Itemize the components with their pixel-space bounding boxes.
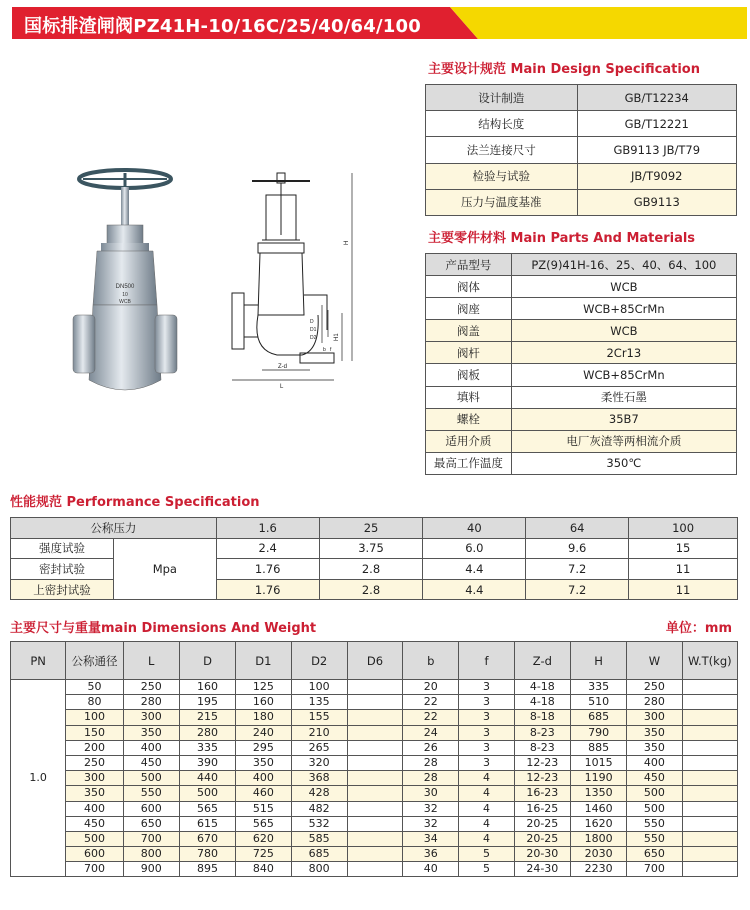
dims-cell: 700 [627, 862, 682, 877]
dims-cell: 400 [123, 740, 179, 755]
dims-cell: 532 [291, 816, 347, 831]
perf-cell: 9.6 [526, 538, 629, 559]
dims-cell: 180 [236, 710, 291, 725]
dims-cell: 280 [627, 695, 682, 710]
perf-cell: 1.76 [216, 579, 319, 600]
perf-cell: 7.2 [526, 559, 629, 580]
dims-header-cell: D6 [347, 642, 402, 680]
dims-cell: 5 [459, 862, 514, 877]
table-row [426, 189, 737, 215]
parts-value: 35B7 [511, 408, 736, 430]
table-row [11, 771, 738, 786]
dims-cell [347, 831, 402, 846]
dims-cell: 12-23 [514, 771, 570, 786]
dims-cell: 1015 [570, 755, 626, 770]
dims-cell: 350 [236, 755, 291, 770]
dims-cell: 20-25 [514, 816, 570, 831]
perf-row-label: 上密封试验 [11, 579, 114, 600]
design-key: 检验与试验 [426, 163, 578, 189]
dims-cell [682, 847, 737, 862]
design-value: GB/T12234 [577, 85, 737, 111]
dims-cell: 34 [403, 831, 459, 846]
photo-mark-dn: DN500 [115, 284, 135, 290]
dims-cell: 500 [179, 786, 235, 801]
perf-title: 性能规范 Performance Specification [10, 495, 260, 510]
table-row [11, 847, 738, 862]
dims-cell: 500 [123, 771, 179, 786]
dims-cell: 450 [66, 816, 123, 831]
dims-cell: 4 [459, 801, 514, 816]
parts-value: WCB [511, 320, 736, 342]
dims-cell: 550 [123, 786, 179, 801]
perf-cell: 7.2 [526, 579, 629, 600]
valve-technical-drawing [222, 165, 370, 390]
dims-cell: 400 [627, 755, 682, 770]
dims-cell: 350 [627, 740, 682, 755]
dims-cell: 428 [291, 786, 347, 801]
parts-key: 填料 [426, 386, 512, 408]
dims-cell: 350 [123, 725, 179, 740]
dims-cell: 895 [179, 862, 235, 877]
dims-cell: 615 [179, 816, 235, 831]
dims-pn-cell: 1.0 [11, 680, 66, 877]
parts-value: WCB+85CrMn [511, 364, 736, 386]
dims-cell: 36 [403, 847, 459, 862]
dims-cell: 335 [570, 680, 626, 695]
dims-cell: 3 [459, 695, 514, 710]
dims-cell: 450 [123, 755, 179, 770]
dims-cell: 4 [459, 816, 514, 831]
dims-cell [347, 725, 402, 740]
drawing-label-h1: H1 [334, 333, 340, 341]
dims-cell: 4 [459, 771, 514, 786]
drawing-label-f: f [330, 347, 332, 353]
dims-cell: 30 [403, 786, 459, 801]
dims-cell: 565 [179, 801, 235, 816]
dims-cell: 8-18 [514, 710, 570, 725]
dims-cell: 482 [291, 801, 347, 816]
perf-cell: 15 [629, 538, 738, 559]
drawing-label-d1: D1 [310, 327, 317, 333]
dims-cell: 160 [236, 695, 291, 710]
dims-cell: 800 [123, 847, 179, 862]
dims-body [11, 680, 738, 877]
dims-cell: 100 [66, 710, 123, 725]
parts-value: WCB+85CrMn [511, 298, 736, 320]
dims-header-cell: L [123, 642, 179, 680]
perf-cell: 2.8 [319, 579, 423, 600]
perf-header-cell: 64 [526, 518, 629, 539]
dims-cell [682, 831, 737, 846]
dims-cell: 250 [123, 680, 179, 695]
photo-mark-pn: 10 [122, 292, 128, 298]
table-row [426, 386, 737, 408]
dims-cell [682, 786, 737, 801]
design-spec-table [425, 84, 737, 216]
drawing-label-l: L [280, 384, 284, 390]
parts-value: 2Cr13 [511, 342, 736, 364]
dims-cell: 1460 [570, 801, 626, 816]
table-row [11, 740, 738, 755]
dims-cell: 125 [236, 680, 291, 695]
perf-cell: 2.8 [319, 559, 423, 580]
dims-cell: 280 [179, 725, 235, 740]
table-row [11, 816, 738, 831]
perf-header-cell: 100 [629, 518, 738, 539]
table-header-row [11, 642, 738, 680]
dims-cell: 800 [291, 862, 347, 877]
parts-key: 阀体 [426, 276, 512, 298]
dims-header-cell: W.T(kg) [682, 642, 737, 680]
dims-cell: 12-23 [514, 755, 570, 770]
table-row [426, 163, 737, 189]
dims-cell: 22 [403, 710, 459, 725]
table-row [426, 254, 737, 276]
design-value: GB9113 [577, 189, 737, 215]
dims-cell: 28 [403, 755, 459, 770]
dims-cell: 670 [179, 831, 235, 846]
design-key: 结构长度 [426, 111, 578, 137]
table-row [426, 137, 737, 163]
dims-cell: 450 [627, 771, 682, 786]
dims-cell: 280 [123, 695, 179, 710]
table-row [11, 695, 738, 710]
design-key: 设计制造 [426, 85, 578, 111]
dims-cell: 295 [236, 740, 291, 755]
design-spec-title: 主要设计规范 Main Design Specification [428, 62, 700, 77]
dims-cell: 350 [627, 725, 682, 740]
perf-cell: 11 [629, 559, 738, 580]
dims-cell: 135 [291, 695, 347, 710]
dims-cell: 350 [66, 786, 123, 801]
page-title: 国标排渣闸阀PZ41H-10/16C/25/40/64/100 [24, 16, 421, 37]
dims-cell: 4 [459, 786, 514, 801]
perf-header-cell: 1.6 [216, 518, 319, 539]
dims-cell: 790 [570, 725, 626, 740]
table-row [11, 538, 738, 559]
dims-cell: 3 [459, 725, 514, 740]
design-value: GB/T12221 [577, 111, 737, 137]
dims-cell [347, 862, 402, 877]
drawing-label-d: D [310, 319, 314, 325]
dims-cell [682, 725, 737, 740]
dims-header-cell: D1 [236, 642, 291, 680]
dims-header-cell: H [570, 642, 626, 680]
perf-header-cell: 25 [319, 518, 423, 539]
dims-cell: 16-25 [514, 801, 570, 816]
dims-cell: 40 [403, 862, 459, 877]
design-value: JB/T9092 [577, 163, 737, 189]
table-row [11, 725, 738, 740]
dims-header-cell: 公称通径 [66, 642, 123, 680]
parts-table [425, 253, 737, 475]
parts-key: 阀座 [426, 298, 512, 320]
table-row [426, 111, 737, 137]
dims-cell: 600 [123, 801, 179, 816]
dims-cell [347, 847, 402, 862]
table-row [11, 831, 738, 846]
dims-cell: 5 [459, 847, 514, 862]
dims-cell: 20-30 [514, 847, 570, 862]
dims-cell: 100 [291, 680, 347, 695]
dims-cell: 885 [570, 740, 626, 755]
dims-cell: 600 [66, 847, 123, 862]
table-row [426, 342, 737, 364]
dims-cell: 150 [66, 725, 123, 740]
table-row [11, 862, 738, 877]
dims-cell: 685 [570, 710, 626, 725]
photo-mark-mat: WCB [119, 299, 131, 305]
perf-cell: 6.0 [423, 538, 526, 559]
dims-cell: 700 [123, 831, 179, 846]
dims-cell: 500 [66, 831, 123, 846]
dims-cell [682, 710, 737, 725]
parts-key: 产品型号 [426, 254, 512, 276]
dims-header-cell: D [179, 642, 235, 680]
dims-cell: 550 [627, 831, 682, 846]
dims-cell: 80 [66, 695, 123, 710]
dims-cell: 1800 [570, 831, 626, 846]
dims-cell: 500 [627, 786, 682, 801]
perf-cell: 11 [629, 579, 738, 600]
perf-row-label: 密封试验 [11, 559, 114, 580]
dims-cell: 3 [459, 710, 514, 725]
dims-header-cell: W [627, 642, 682, 680]
dims-cell: 300 [66, 771, 123, 786]
perf-cell: 2.4 [216, 538, 319, 559]
table-row [426, 276, 737, 298]
drawing-label-h: H [344, 240, 350, 245]
dims-cell: 8-23 [514, 740, 570, 755]
design-key: 法兰连接尺寸 [426, 137, 578, 163]
dims-cell [347, 786, 402, 801]
parts-key: 螺栓 [426, 408, 512, 430]
parts-key: 适用介质 [426, 430, 512, 452]
dims-cell [347, 771, 402, 786]
dims-cell: 460 [236, 786, 291, 801]
dims-cell: 650 [123, 816, 179, 831]
dims-cell: 400 [66, 801, 123, 816]
dims-title: 主要尺寸与重量main Dimensions And Weight [10, 621, 317, 636]
table-row [426, 452, 737, 474]
drawing-label-d2: D2 [310, 335, 317, 341]
dims-cell: 200 [66, 740, 123, 755]
drawing-label-zd: Z-d [278, 364, 287, 370]
dims-cell [347, 680, 402, 695]
dims-cell: 210 [291, 725, 347, 740]
dims-cell: 500 [627, 801, 682, 816]
parts-value: 柔性石墨 [511, 386, 736, 408]
dims-cell: 20-25 [514, 831, 570, 846]
dims-cell: 215 [179, 710, 235, 725]
dims-cell [347, 816, 402, 831]
perf-cell: 4.4 [423, 559, 526, 580]
dims-cell [682, 801, 737, 816]
dims-header-cell: f [459, 642, 514, 680]
parts-key: 最高工作温度 [426, 452, 512, 474]
table-row [11, 755, 738, 770]
perf-cell: 3.75 [319, 538, 423, 559]
table-row [426, 408, 737, 430]
table-row [11, 710, 738, 725]
dims-cell: 28 [403, 771, 459, 786]
table-row [11, 801, 738, 816]
table-row [11, 518, 738, 539]
table-row [426, 298, 737, 320]
dims-cell: 550 [627, 816, 682, 831]
dims-cell: 195 [179, 695, 235, 710]
dims-cell: 26 [403, 740, 459, 755]
dims-cell: 440 [179, 771, 235, 786]
dims-cell: 24-30 [514, 862, 570, 877]
dims-header-cell: b [403, 642, 459, 680]
table-row [426, 364, 737, 386]
dims-cell: 510 [570, 695, 626, 710]
dims-header-cell: PN [11, 642, 66, 680]
perf-header-cell: 40 [423, 518, 526, 539]
parts-key: 阀盖 [426, 320, 512, 342]
dims-cell: 3 [459, 740, 514, 755]
dims-cell: 515 [236, 801, 291, 816]
dims-cell: 250 [627, 680, 682, 695]
design-key: 压力与温度基准 [426, 189, 578, 215]
dims-cell: 250 [66, 755, 123, 770]
table-row [11, 786, 738, 801]
dims-cell: 390 [179, 755, 235, 770]
parts-title: 主要零件材料 Main Parts And Materials [428, 231, 696, 246]
dims-cell: 32 [403, 801, 459, 816]
dims-cell [347, 801, 402, 816]
dims-cell: 20 [403, 680, 459, 695]
dims-cell: 3 [459, 755, 514, 770]
dims-cell: 368 [291, 771, 347, 786]
dims-cell: 565 [236, 816, 291, 831]
dims-cell [682, 695, 737, 710]
perf-cell: 4.4 [423, 579, 526, 600]
parts-value: 350℃ [511, 452, 736, 474]
dims-cell: 300 [627, 710, 682, 725]
dims-cell [682, 771, 737, 786]
dims-cell: 240 [236, 725, 291, 740]
table-row [426, 430, 737, 452]
dims-cell: 16-23 [514, 786, 570, 801]
title-bar [12, 7, 747, 39]
dims-cell: 50 [66, 680, 123, 695]
dims-cell [682, 755, 737, 770]
dims-cell: 24 [403, 725, 459, 740]
dims-cell: 265 [291, 740, 347, 755]
perf-unit: Mpa [113, 538, 216, 600]
perf-table [10, 517, 738, 600]
dims-cell: 725 [236, 847, 291, 862]
dims-unit: 单位：mm [665, 621, 732, 636]
dims-cell: 4-18 [514, 695, 570, 710]
dims-cell: 155 [291, 710, 347, 725]
dims-cell: 700 [66, 862, 123, 877]
dims-cell: 620 [236, 831, 291, 846]
parts-value: WCB [511, 276, 736, 298]
dims-header-cell: Z-d [514, 642, 570, 680]
perf-row-label: 强度试验 [11, 538, 114, 559]
dims-cell: 1350 [570, 786, 626, 801]
dims-cell: 400 [236, 771, 291, 786]
dims-cell [347, 695, 402, 710]
parts-value: PZ(9)41H-16、25、40、64、100 [511, 254, 736, 276]
dims-cell [682, 816, 737, 831]
dims-cell [347, 710, 402, 725]
parts-value: 电厂灰渣等两相流介质 [511, 430, 736, 452]
dims-cell: 22 [403, 695, 459, 710]
table-row [11, 680, 738, 695]
dims-cell: 2230 [570, 862, 626, 877]
dims-cell: 3 [459, 680, 514, 695]
dims-cell: 4 [459, 831, 514, 846]
dims-cell: 4-18 [514, 680, 570, 695]
dims-cell [347, 740, 402, 755]
parts-key: 阀杆 [426, 342, 512, 364]
table-row [426, 320, 737, 342]
dims-cell [347, 755, 402, 770]
dims-cell: 160 [179, 680, 235, 695]
dims-cell: 8-23 [514, 725, 570, 740]
dims-cell: 32 [403, 816, 459, 831]
dims-table [10, 641, 738, 877]
dims-cell: 1620 [570, 816, 626, 831]
drawing-label-b: b [323, 347, 326, 353]
dims-cell: 1190 [570, 771, 626, 786]
valve-photo-illustration [65, 165, 180, 405]
dims-cell: 685 [291, 847, 347, 862]
dims-cell: 320 [291, 755, 347, 770]
dims-cell [682, 680, 737, 695]
dims-header-cell: D2 [291, 642, 347, 680]
dims-cell: 840 [236, 862, 291, 877]
perf-header-pressure: 公称压力 [11, 518, 217, 539]
dims-cell: 300 [123, 710, 179, 725]
dims-cell: 335 [179, 740, 235, 755]
dims-cell: 900 [123, 862, 179, 877]
parts-key: 阀板 [426, 364, 512, 386]
perf-cell: 1.76 [216, 559, 319, 580]
dims-cell [682, 740, 737, 755]
dims-cell [682, 862, 737, 877]
dims-cell: 2030 [570, 847, 626, 862]
dims-cell: 650 [627, 847, 682, 862]
table-row [426, 85, 737, 111]
design-value: GB9113 JB/T79 [577, 137, 737, 163]
dims-cell: 585 [291, 831, 347, 846]
dims-cell: 780 [179, 847, 235, 862]
